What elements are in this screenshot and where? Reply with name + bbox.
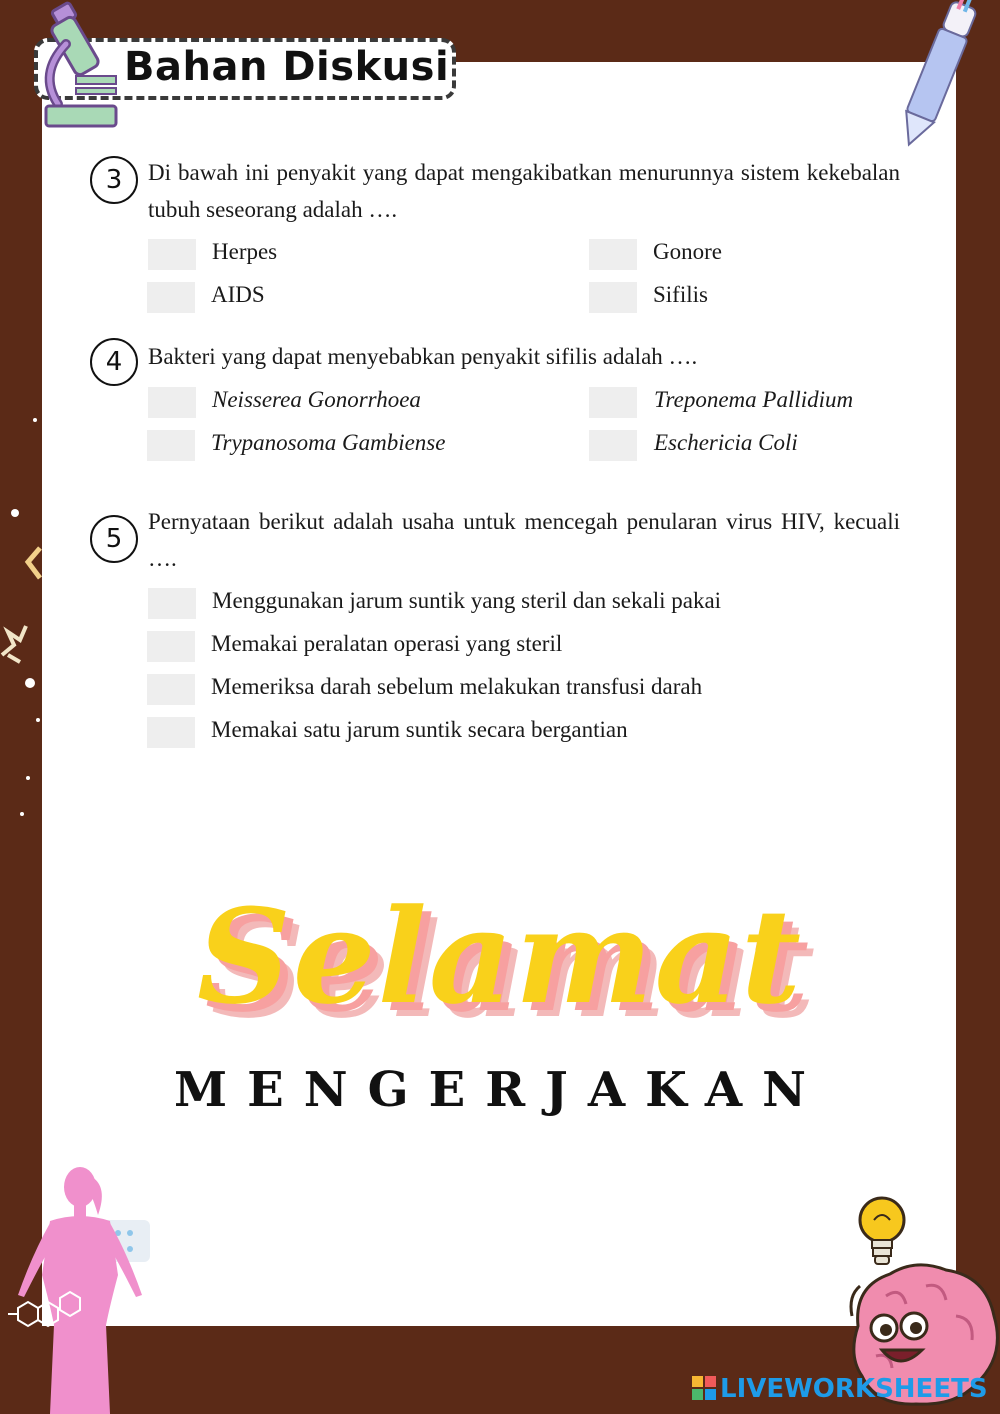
question-number: 3 [90, 156, 138, 204]
answer-checkbox[interactable] [147, 717, 195, 748]
question-text: Bakteri yang dapat menyebabkan penyakit sifilis adalah …. [148, 344, 698, 369]
answer-checkbox[interactable] [147, 430, 195, 461]
answer-checkbox[interactable] [589, 430, 637, 461]
answer-checkbox[interactable] [147, 631, 195, 662]
answer-checkbox[interactable] [147, 674, 195, 705]
answer-option: Treponema Pallidium [654, 387, 854, 412]
answer-option: Gonore [653, 239, 722, 264]
pen-icon [892, 0, 982, 150]
answer-option: Menggunakan jarum suntik yang steril dan sekali pakai [212, 588, 722, 613]
microscope-icon [36, 4, 126, 130]
answer-checkbox[interactable] [589, 282, 637, 313]
answer-option: AIDS [211, 282, 265, 307]
page-title: Bahan Diskusi [124, 44, 450, 90]
answer-option: Eschericia Coli [654, 430, 798, 455]
answer-option: Sifilis [653, 282, 708, 307]
answer-checkbox[interactable] [148, 387, 196, 418]
liveworksheets-logo-icon [692, 1376, 716, 1400]
sparkle-dots [0, 400, 45, 820]
answer-checkbox[interactable] [148, 588, 196, 619]
answer-checkbox[interactable] [147, 282, 195, 313]
selamat-heading: Selamat [196, 880, 804, 1033]
molecule-icon [4, 1288, 94, 1338]
question-number: 4 [90, 338, 138, 386]
answer-checkbox[interactable] [589, 239, 637, 270]
answer-option: Trypanosoma Gambiense [211, 430, 446, 455]
answer-checkbox[interactable] [589, 387, 637, 418]
answer-option: Memeriksa darah sebelum melakukan transfusi darah [211, 674, 703, 699]
question-number: 5 [90, 515, 138, 563]
answer-option: Memakai satu jarum suntik secara bergantian [211, 717, 628, 742]
answer-option: Memakai peralatan operasi yang steril [211, 631, 563, 656]
answer-option: Neisserea Gonorrhoea [212, 387, 421, 412]
question-text: Di bawah ini penyakit yang dapat mengakibatkan menurunnya sistem kekebalan tubuh seseorang adalah …. [148, 160, 900, 222]
mengerjakan-heading: MENGERJAKAN [174, 1062, 826, 1118]
watermark-text: LIVEWORKSHEETS [720, 1374, 988, 1404]
question-text: Pernyataan berikut adalah usaha untuk mencegah penularan virus HIV, kecuali …. [148, 509, 900, 571]
liveworksheets-watermark [692, 1374, 988, 1404]
answer-checkbox[interactable] [148, 239, 196, 270]
answer-option: Herpes [212, 239, 278, 264]
